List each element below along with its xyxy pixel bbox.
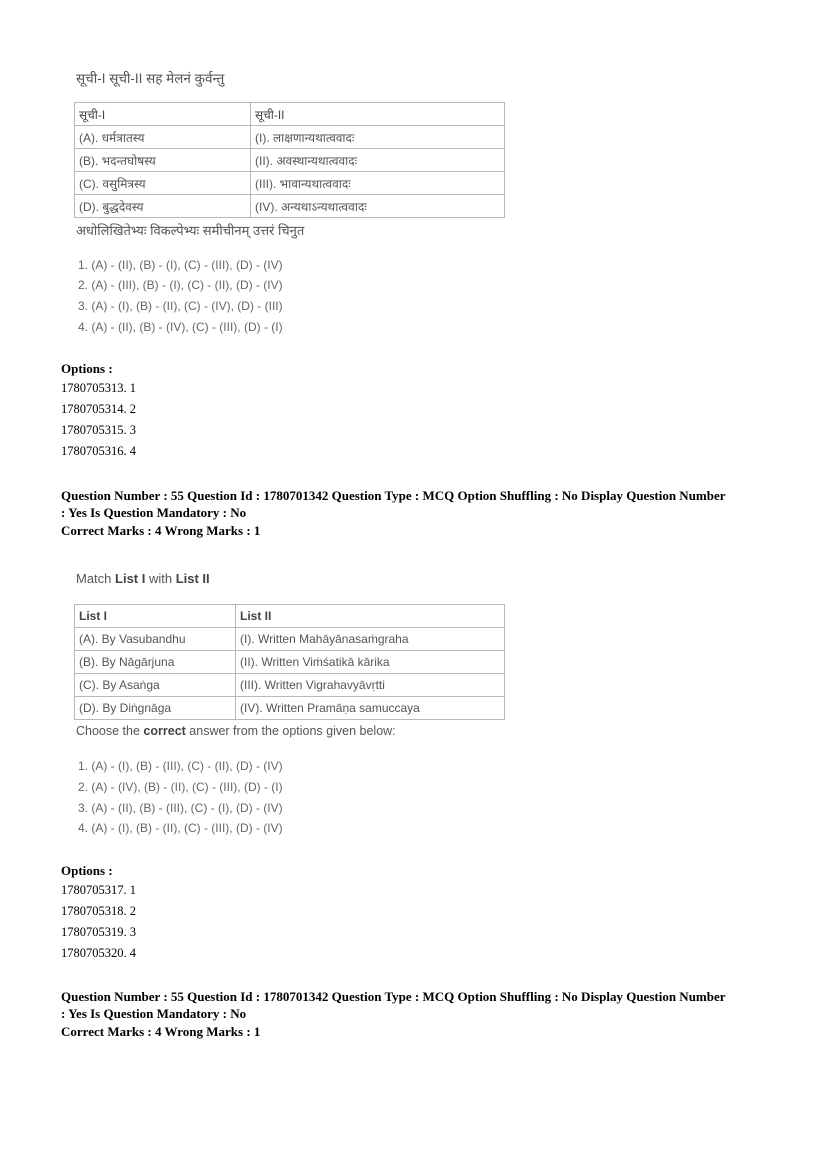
q2-list2-item: (II). Written Viṁśatikā kārika <box>236 651 505 674</box>
q1-option-1: 1780705313. 1 <box>61 381 136 395</box>
table-row <box>75 628 505 651</box>
q1-choice-1: 1. (A) - (II), (B) - (I), (C) - (III), (D) - (IV) <box>78 258 283 272</box>
q2-instruction-bold: correct <box>143 724 186 738</box>
table-row <box>75 172 505 195</box>
q2-list2-item: (III). Written Vigrahavyāvṛtti <box>236 674 505 697</box>
q1-option-2: 1780705314. 2 <box>61 402 136 416</box>
q1-list1-item: (B). भदन्तघोषस्य <box>75 149 251 172</box>
table-row <box>75 195 505 218</box>
q2-option-2: 1780705318. 2 <box>61 904 136 918</box>
table-row <box>75 697 505 720</box>
q2-list1-item: (D). By Diṅgnāga <box>75 697 236 720</box>
q2-instruction-prefix: Choose the <box>76 724 144 738</box>
question-meta-line2: : Yes Is Question Mandatory : No <box>61 505 247 520</box>
q1-list2-item: (II). अवस्थान्यथात्ववादः <box>251 149 505 172</box>
q1-option-3: 1780705315. 3 <box>61 423 136 437</box>
table-row <box>75 149 505 172</box>
q2-choice-2: 2. (A) - (IV), (B) - (II), (C) - (III), (D) - (I) <box>78 780 283 794</box>
q1-col1-header: सूची-I <box>75 103 251 126</box>
question-marks: Correct Marks : 4 Wrong Marks : 1 <box>61 1024 261 1039</box>
q2-choice-4: 4. (A) - (I), (B) - (II), (C) - (III), (D) - (IV) <box>78 821 283 835</box>
q2-heading-mid: with <box>145 571 176 586</box>
table-row <box>75 674 505 697</box>
q2-heading <box>76 571 210 586</box>
q2-options-label: Options : <box>61 863 113 878</box>
q1-option-4: 1780705316. 4 <box>61 444 136 458</box>
q2-option-3: 1780705319. 3 <box>61 925 136 939</box>
q2-option-1: 1780705317. 1 <box>61 883 136 897</box>
q2-match-table <box>74 604 505 720</box>
q2-heading-list1: List I <box>115 571 146 586</box>
q2-instruction <box>76 724 396 738</box>
q2-option-4: 1780705320. 4 <box>61 946 136 960</box>
question-meta-line1: Question Number : 55 Question Id : 1780701342 Question Type : MCQ Option Shuffling : No Display Question Number <box>61 488 726 503</box>
q1-list1-item: (D). बुद्धदेवस्य <box>75 195 251 218</box>
table-header-row <box>75 103 505 126</box>
q2-list1-item: (C). By Asaṅga <box>75 674 236 697</box>
q2-list1-item: (A). By Vasubandhu <box>75 628 236 651</box>
q2-instruction-suffix: answer from the options given below: <box>185 724 396 738</box>
q1-list2-item: (I). लाक्षणान्यथात्ववादः <box>251 126 505 149</box>
question-meta-line2: : Yes Is Question Mandatory : No <box>61 1006 247 1021</box>
q1-choice-3: 3. (A) - (I), (B) - (II), (C) - (IV), (D) - (III) <box>78 299 283 313</box>
q1-instruction: अधोलिखितेभ्यः विकल्पेभ्यः समीचीनम् उत्तरं चिनुत <box>76 223 305 238</box>
q2-list2-item: (I). Written Mahāyānasaṁgraha <box>236 628 505 651</box>
q1-list1-item: (A). धर्मत्रातस्य <box>75 126 251 149</box>
q2-heading-list2: List II <box>175 571 210 586</box>
question-meta-line1: Question Number : 55 Question Id : 1780701342 Question Type : MCQ Option Shuffling : No Display Question Number <box>61 989 726 1004</box>
q1-list2-item: (III). भावान्यथात्ववादः <box>251 172 505 195</box>
q2-choice-1: 1. (A) - (I), (B) - (III), (C) - (II), (D) - (IV) <box>78 759 283 773</box>
q1-options-label: Options : <box>61 361 113 376</box>
q2-col1-header: List I <box>75 605 236 628</box>
q2-col2-header: List II <box>236 605 505 628</box>
table-row <box>75 126 505 149</box>
table-header-row <box>75 605 505 628</box>
q1-choice-2: 2. (A) - (III), (B) - (I), (C) - (II), (D) - (IV) <box>78 278 283 292</box>
q1-heading: सूची-I सूची-II सह मेलनं कुर्वन्तु <box>76 71 225 86</box>
question-marks: Correct Marks : 4 Wrong Marks : 1 <box>61 523 261 538</box>
q1-match-table <box>74 102 505 218</box>
q1-choice-4: 4. (A) - (II), (B) - (IV), (C) - (III), (D) - (I) <box>78 320 283 334</box>
q1-col2-header: सूची-II <box>251 103 505 126</box>
q1-list1-item: (C). वसुमित्रस्य <box>75 172 251 195</box>
q1-list2-item: (IV). अन्यथाऽन्यथात्ववादः <box>251 195 505 218</box>
table-row <box>75 651 505 674</box>
q2-choice-3: 3. (A) - (II), (B) - (III), (C) - (I), (D) - (IV) <box>78 801 283 815</box>
q2-heading-prefix: Match <box>76 571 116 586</box>
q2-list1-item: (B). By Nāgārjuna <box>75 651 236 674</box>
q2-list2-item: (IV). Written Pramāṇa samuccaya <box>236 697 505 720</box>
